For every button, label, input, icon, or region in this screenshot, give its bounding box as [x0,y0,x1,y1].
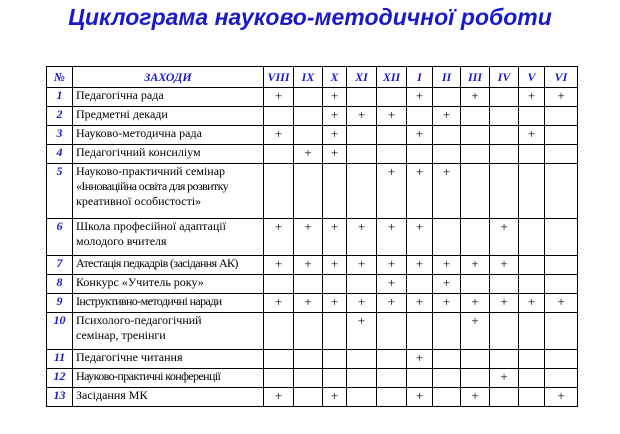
row-number: 7 [47,256,73,275]
month-cell [347,219,377,256]
month-cell [461,350,490,369]
plus-mark: + [415,256,424,271]
row-number: 5 [47,164,73,219]
month-cell [461,219,490,256]
plus-mark: + [357,219,366,234]
month-cell [264,126,294,145]
month-cell [294,369,323,388]
month-cell [347,313,377,350]
table-row [47,350,578,369]
month-cell [519,145,545,164]
month-cell [377,145,407,164]
month-cell [545,369,578,388]
month-cell [490,256,519,275]
event-name-line: Предметні декади [76,107,168,121]
month-cell [545,126,578,145]
month-cell [490,369,519,388]
month-cell [545,164,578,219]
row-number: 9 [47,294,73,313]
plus-mark: + [274,88,283,103]
month-cell [377,256,407,275]
row-number: 8 [47,275,73,294]
plus-mark: + [442,256,451,271]
month-cell [347,145,377,164]
event-name-line: Науково-практичний семінар [76,164,226,178]
event-name-line: Педагогічний консиліум [76,145,201,159]
event-name-line: Психолого-педагогічний [76,313,202,327]
month-cell [347,88,377,107]
plus-mark: + [557,294,565,309]
plus-mark: + [527,294,536,309]
month-cell [490,294,519,313]
month-cell [377,107,407,126]
month-cell [264,369,294,388]
month-cell [407,294,433,313]
row-number: 13 [47,388,73,407]
plus-mark: + [557,88,565,103]
month-cell [545,275,578,294]
month-cell [347,275,377,294]
plus-mark: + [500,294,508,309]
header-row [47,67,578,88]
month-cell [377,219,407,256]
month-cell [323,164,347,219]
table-row [47,219,578,256]
month-cell [407,88,433,107]
plus-mark: + [330,219,339,234]
plus-mark: + [500,256,508,271]
header-month: I [407,67,433,88]
month-cell [433,126,461,145]
plus-mark: + [357,313,366,328]
header-month: III [461,67,490,88]
month-cell [519,388,545,407]
month-cell [490,313,519,350]
month-cell [490,107,519,126]
month-cell [490,388,519,407]
month-cell [490,88,519,107]
month-cell [377,164,407,219]
event-name-line: креативної особистості» [76,194,202,208]
month-cell [407,388,433,407]
plus-mark: + [274,388,283,403]
month-cell [294,313,323,350]
month-cell [407,219,433,256]
plus-mark: + [387,107,396,122]
month-cell [461,145,490,164]
month-cell [461,313,490,350]
row-number: 4 [47,145,73,164]
header-month: X [323,67,347,88]
month-cell [294,219,323,256]
month-cell [294,164,323,219]
month-cell [264,256,294,275]
plus-mark: + [274,256,283,271]
month-cell [323,256,347,275]
month-cell [545,219,578,256]
month-cell [461,388,490,407]
month-cell [461,369,490,388]
month-cell [461,256,490,275]
plus-mark: + [471,294,479,309]
event-name [73,294,264,313]
row-number: 3 [47,126,73,145]
month-cell [294,145,323,164]
month-cell [519,126,545,145]
month-cell [323,313,347,350]
month-cell [433,256,461,275]
month-cell [545,388,578,407]
month-cell [323,145,347,164]
month-cell [433,388,461,407]
plus-mark: + [274,219,283,234]
cyclogram-table [46,66,578,407]
row-number: 12 [47,369,73,388]
month-cell [377,88,407,107]
plus-mark: + [330,126,339,141]
month-cell [461,275,490,294]
table-row [47,388,578,407]
month-cell [264,294,294,313]
month-cell [461,294,490,313]
plus-mark: + [274,126,283,141]
month-cell [519,164,545,219]
month-cell [323,219,347,256]
month-cell [407,126,433,145]
header-event: ЗАХОДИ [73,67,264,88]
month-cell [519,107,545,126]
month-cell [545,107,578,126]
month-cell [519,275,545,294]
month-cell [433,88,461,107]
table-row [47,164,578,219]
plus-mark: + [500,219,508,234]
plus-mark: + [330,107,339,122]
plus-mark: + [274,294,283,309]
month-cell [264,388,294,407]
month-cell [294,88,323,107]
month-cell [347,126,377,145]
month-cell [323,275,347,294]
event-name [73,313,264,350]
month-cell [490,145,519,164]
month-cell [461,88,490,107]
plus-mark: + [471,256,479,271]
plus-mark: + [415,126,424,141]
month-cell [433,294,461,313]
row-number: 10 [47,313,73,350]
month-cell [433,219,461,256]
month-cell [407,350,433,369]
event-name [73,275,264,294]
month-cell [323,294,347,313]
month-cell [264,313,294,350]
event-name-line: молодого вчителя [76,234,167,248]
plus-mark: + [442,107,451,122]
event-name [73,88,264,107]
plus-mark: + [387,164,396,179]
plus-mark: + [442,294,451,309]
plus-mark: + [415,294,424,309]
table-row [47,88,578,107]
month-cell [519,369,545,388]
month-cell [433,164,461,219]
page-title: Циклограма науково-методичної роботи [68,4,552,30]
month-cell [461,107,490,126]
month-cell [461,126,490,145]
plus-mark: + [330,388,339,403]
table-row [47,294,578,313]
month-cell [545,313,578,350]
month-cell [377,313,407,350]
table-row [47,256,578,275]
event-name [73,107,264,126]
event-name-line: семінар, тренінги [76,328,166,342]
plus-mark: + [330,88,339,103]
plus-mark: + [415,219,424,234]
month-cell [377,126,407,145]
table-row [47,107,578,126]
header-month: VI [545,67,578,88]
month-cell [433,313,461,350]
month-cell [490,164,519,219]
month-cell [294,256,323,275]
event-name-line: Педагогічне читання [76,350,183,364]
month-cell [433,145,461,164]
month-cell [407,313,433,350]
plus-mark: + [387,219,396,234]
month-cell [323,369,347,388]
month-cell [407,145,433,164]
table-row [47,313,578,350]
month-cell [347,294,377,313]
plus-mark: + [442,164,451,179]
plus-mark: + [471,313,479,328]
plus-mark: + [304,294,312,309]
plus-mark: + [387,256,396,271]
plus-mark: + [330,145,339,160]
plus-mark: + [304,219,312,234]
month-cell [294,275,323,294]
month-cell [323,126,347,145]
plus-mark: + [415,164,424,179]
month-cell [264,107,294,126]
month-cell [294,126,323,145]
month-cell [433,107,461,126]
header-month: XII [377,67,407,88]
plus-mark: + [471,88,479,103]
row-number: 11 [47,350,73,369]
month-cell [264,219,294,256]
month-cell [264,88,294,107]
month-cell [323,88,347,107]
event-name [73,126,264,145]
table-row [47,145,578,164]
event-name-line: Конкурс «Учитель року» [76,275,204,289]
month-cell [323,350,347,369]
header-month: XI [347,67,377,88]
table-row [47,369,578,388]
month-cell [323,388,347,407]
event-name-line: Інструктивно-методичні наради [76,294,222,308]
event-name-line: Школа професійної адаптації [76,219,226,233]
month-cell [377,350,407,369]
month-cell [519,256,545,275]
month-cell [519,350,545,369]
header-month: VIII [264,67,294,88]
month-cell [264,145,294,164]
header-month: V [519,67,545,88]
header-num: № [47,67,73,88]
month-cell [433,369,461,388]
month-cell [545,256,578,275]
plus-mark: + [357,107,366,122]
month-cell [433,275,461,294]
month-cell [377,275,407,294]
event-name [73,369,264,388]
plus-mark: + [357,256,366,271]
plus-mark: + [330,256,339,271]
month-cell [347,164,377,219]
header-month: II [433,67,461,88]
plus-mark: + [387,294,396,309]
plus-mark: + [387,275,396,290]
month-cell [347,388,377,407]
month-cell [490,126,519,145]
month-cell [294,107,323,126]
event-name [73,219,264,256]
month-cell [461,164,490,219]
header-month: IV [490,67,519,88]
month-cell [407,369,433,388]
table-body [47,88,578,407]
plus-mark: + [330,294,339,309]
month-cell [377,369,407,388]
month-cell [294,350,323,369]
month-cell [519,294,545,313]
month-cell [519,88,545,107]
plus-mark: + [557,388,565,403]
event-name-line: Засідання МК [76,388,148,402]
month-cell [407,256,433,275]
month-cell [519,219,545,256]
event-name [73,164,264,219]
plus-mark: + [527,126,536,141]
event-name [73,388,264,407]
month-cell [323,107,347,126]
month-cell [545,350,578,369]
event-name-line: Науково-практичні конференції [76,369,221,383]
month-cell [294,294,323,313]
month-cell [347,369,377,388]
month-cell [264,350,294,369]
event-name [73,145,264,164]
plus-mark: + [500,369,508,384]
event-name [73,256,264,275]
month-cell [545,88,578,107]
header-month: IX [294,67,323,88]
month-cell [545,145,578,164]
event-name-line: Педагогічна рада [76,88,164,102]
plus-mark: + [415,88,424,103]
plus-mark: + [527,88,536,103]
month-cell [264,164,294,219]
plus-mark: + [304,256,312,271]
row-number: 1 [47,88,73,107]
month-cell [433,350,461,369]
event-name-line: Науково-методична рада [76,126,202,140]
month-cell [294,388,323,407]
month-cell [347,107,377,126]
table-row [47,126,578,145]
table-row [47,275,578,294]
event-name [73,350,264,369]
month-cell [490,275,519,294]
month-cell [490,350,519,369]
plus-mark: + [442,275,451,290]
row-number: 2 [47,107,73,126]
month-cell [377,388,407,407]
month-cell [490,219,519,256]
month-cell [545,294,578,313]
plus-mark: + [357,294,366,309]
plus-mark: + [415,350,424,365]
plus-mark: + [471,388,479,403]
month-cell [377,294,407,313]
month-cell [519,313,545,350]
month-cell [407,107,433,126]
plus-mark: + [415,388,424,403]
event-name-line: Атестація педкадрів (засідання АК) [76,256,238,270]
month-cell [407,164,433,219]
plus-mark: + [304,145,312,160]
month-cell [347,256,377,275]
month-cell [347,350,377,369]
month-cell [407,275,433,294]
event-name-line: «Інноваційна освіта для розвитку [76,179,229,193]
row-number: 6 [47,219,73,256]
month-cell [264,275,294,294]
